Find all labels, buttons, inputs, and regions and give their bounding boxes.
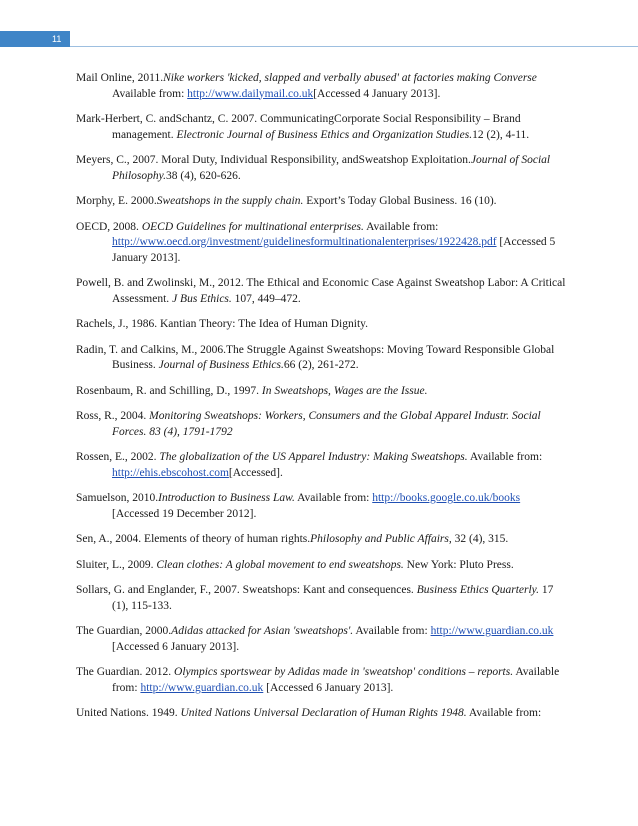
reference-entry: Radin, T. and Calkins, M., 2006.The Struggle Against Sweatshops: Moving Toward Responsible Global Business. Journal of Business Ethics.66 (2), 261-272. (76, 343, 555, 371)
reference-entry: Rosenbaum, R. and Schilling, D., 1997. In Sweatshops, Wages are the Issue. (76, 384, 428, 397)
reference-entry: OECD, 2008. OECD Guidelines for multinational enterprises. Available from: http://www.oecd.org/investment/guidelinesformultinationalenterprises/1922428.pdf [Accessed 5 January 2013]. (76, 220, 556, 264)
reference-entry: United Nations. 1949. United Nations Universal Declaration of Human Rights 1948. Available from: (76, 707, 542, 719)
reference-link[interactable]: http://ehis.ebscohost.com (112, 466, 229, 479)
reference-entry: The Guardian. 2012. Olympics sportswear by Adidas made in 'sweatshop' conditions – reports. Available from: http://www.guardian.co.uk [Accessed 6 January 2013]. (76, 666, 560, 694)
reference-entry: Samuelson, 2010.Introduction to Business Law. Available from: http://books.google.co.uk/books [Accessed 19 December 2012]. (76, 492, 521, 520)
header-rule (70, 46, 638, 47)
reference-entry: Rossen, E., 2002. The globalization of the US Apparel Industry: Making Sweatshops. Available from: http://ehis.ebscohost.com[Accessed]. (76, 451, 543, 479)
reference-entry: Powell, B. and Zwolinski, M., 2012. The Ethical and Economic Case Against Sweatshop Labor: A Critical Assessment. J Bus Ethics. 107, 449–472. (76, 277, 566, 305)
reference-entry: Sen, A., 2004. Elements of theory of human rights.Philosophy and Public Affairs, 32 (4), 315. (76, 533, 509, 545)
page-number-tab (0, 31, 70, 47)
reference-entry: Meyers, C., 2007. Moral Duty, Individual Responsibility, andSweatshop Exploitation.Journal of Social Philosophy.38 (4), 620-626. (76, 154, 551, 182)
reference-link[interactable]: http://www.oecd.org/investment/guidelinesformultinationalenterprises/1922428.pdf (112, 236, 497, 248)
reference-entry: Mark-Herbert, C. andSchantz, C. 2007. CommunicatingCorporate Social Responsibility – Brand management. Electronic Journal of Business Ethics and Organization Studies.12 (2), 4-11. (76, 113, 530, 141)
reference-list (76, 71, 566, 732)
reference-link[interactable]: http://books.google.co.uk/books (372, 492, 521, 504)
reference-entry: Ross, R., 2004. Monitoring Sweatshops: Workers, Consumers and the Global Apparel Industr. Social Forces. 83 (4), 1791-1792 (76, 410, 541, 438)
reference-link[interactable]: http://www.guardian.co.uk (140, 681, 264, 694)
reference-entry: Mail Online, 2011.Nike workers 'kicked, slapped and verbally abused' at factories making Converse Available from: http://www.dailymail.co.uk[Accessed 4 January 2013]. (76, 72, 537, 100)
reference-entry: The Guardian, 2000.Adidas attacked for Asian 'sweatshops'. Available from: http://www.guardian.co.uk [Accessed 6 January 2013]. (76, 625, 554, 653)
reference-entry: Sollars, G. and Englander, F., 2007. Sweatshops: Kant and consequences. Business Ethics Quarterly. 17 (1), 115-133. (76, 584, 554, 612)
reference-link[interactable]: http://www.dailymail.co.uk (187, 87, 314, 100)
reference-entry: Rachels, J., 1986. Kantian Theory: The Idea of Human Dignity. (76, 318, 369, 330)
page-number: 11 (52, 34, 62, 44)
reference-entry: Sluiter, L., 2009. Clean clothes: A global movement to end sweatshops. New York: Pluto Press. (76, 558, 514, 571)
reference-entry: Morphy, E. 2000.Sweatshops in the supply chain. Export’s Today Global Business. 16 (10). (76, 195, 497, 207)
reference-link[interactable]: http://www.guardian.co.uk (430, 625, 554, 637)
